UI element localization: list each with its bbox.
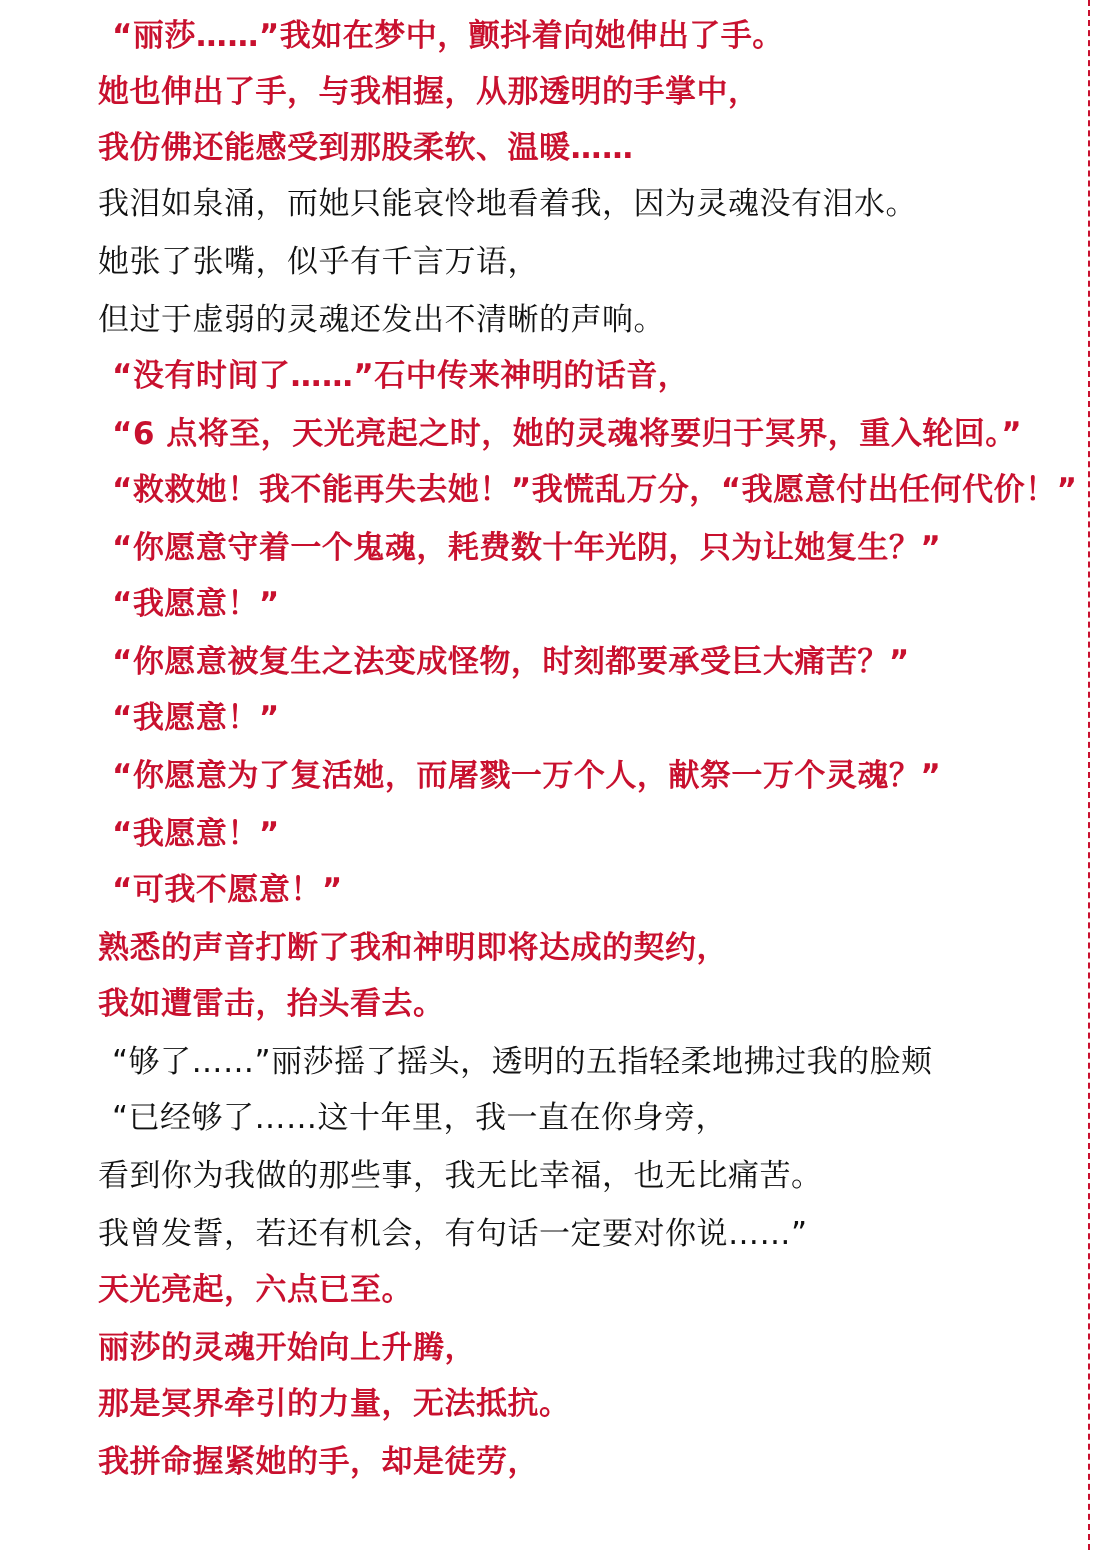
text-line: “丽莎……”我如在梦中，颤抖着向她伸出了手。 <box>112 18 784 54</box>
text-line: 丽莎的灵魂开始向上升腾， <box>98 1330 476 1366</box>
text-line: “已经够了……这十年里，我一直在你身旁， <box>112 1100 728 1136</box>
text-line: “你愿意为了复活她，而屠戮一万个人，献祭一万个灵魂？” <box>112 758 942 794</box>
text-line: “我愿意！” <box>112 816 280 852</box>
text-line: “我愿意！” <box>112 700 280 736</box>
text-line: “你愿意守着一个鬼魂，耗费数十年光阴，只为让她复生？” <box>112 530 942 566</box>
text-line: 那是冥界牵引的力量，无法抵抗。 <box>98 1386 571 1422</box>
text-line: “可我不愿意！” <box>112 872 343 908</box>
text-line: 我如遭雷击，抬头看去。 <box>98 986 445 1022</box>
text-line: “6 点将至，天光亮起之时，她的灵魂将要归于冥界，重入轮回。” <box>112 416 1023 452</box>
text-line: 熟悉的声音打断了我和神明即将达成的契约， <box>98 930 728 966</box>
text-line: “够了……”丽莎摇了摇头，透明的五指轻柔地拂过我的脸颊 <box>112 1044 933 1080</box>
text-line: 我泪如泉涌，而她只能哀怜地看着我，因为灵魂没有泪水。 <box>98 186 917 222</box>
text-line: 我曾发誓，若还有机会，有句话一定要对你说……” <box>98 1216 808 1252</box>
text-line: “救救她！我不能再失去她！”我慌乱万分，“我愿意付出任何代价！” <box>112 472 1078 508</box>
text-line: “我愿意！” <box>112 586 280 622</box>
text-line: “没有时间了……”石中传来神明的话音， <box>112 358 690 394</box>
text-line: 她也伸出了手，与我相握，从那透明的手掌中， <box>98 74 760 110</box>
text-line: 我仿佛还能感受到那股柔软、温暖…… <box>98 130 634 166</box>
text-line: 天光亮起，六点已至。 <box>98 1272 413 1308</box>
text-line: 我拼命握紧她的手，却是徒劳， <box>98 1444 539 1480</box>
dashed-border-right <box>1088 0 1090 1550</box>
text-line: 她张了张嘴，似乎有千言万语， <box>98 244 539 280</box>
text-line: “你愿意被复生之法变成怪物，时刻都要承受巨大痛苦？” <box>112 644 910 680</box>
text-line: 但过于虚弱的灵魂还发出不清晰的声响。 <box>98 302 665 338</box>
text-line: 看到你为我做的那些事，我无比幸福，也无比痛苦。 <box>98 1158 823 1194</box>
